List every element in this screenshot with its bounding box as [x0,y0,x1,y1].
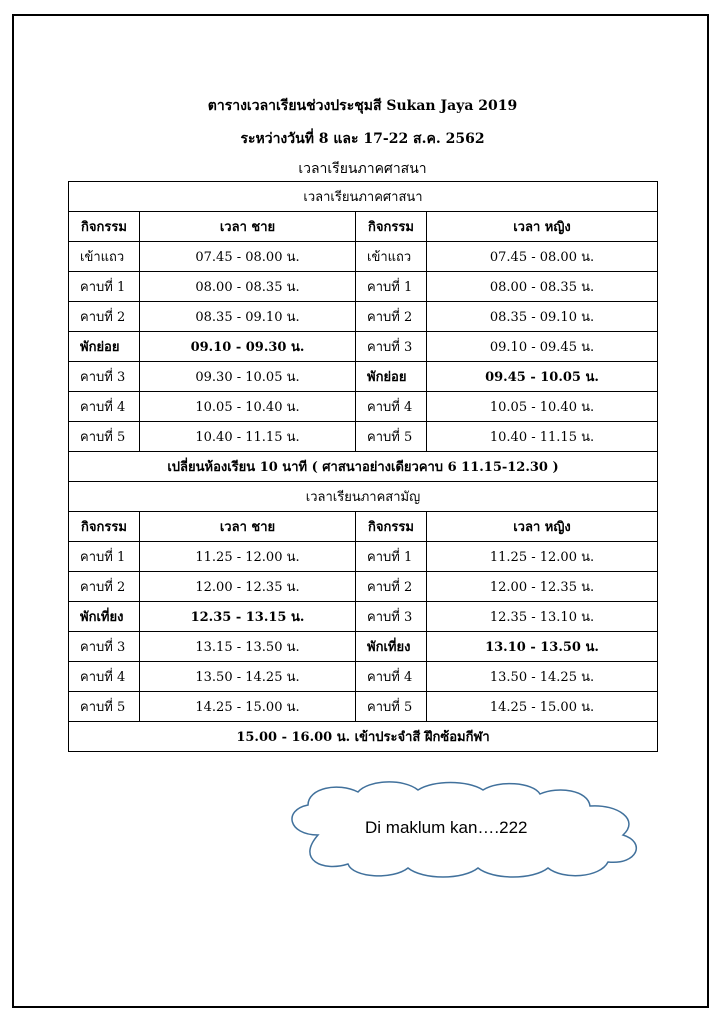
male-time: 08.00 - 08.35 น. [140,272,356,302]
female-activity: คาบที่ 4 [356,392,427,422]
female-activity-break: พักย่อย [356,362,427,392]
female-time: 07.45 - 08.00 น. [427,242,658,272]
male-activity: คาบที่ 4 [69,662,140,692]
column-header-row [69,512,658,542]
change-room-note: เปลี่ยนห้องเรียน 10 นาที ( ศาสนาอย่างเดียวคาบ 6 11.15-12.30 ) [69,452,658,482]
header-activity-female: กิจกรรม [356,512,427,542]
female-activity: คาบที่ 1 [356,542,427,572]
section-header-general [69,482,658,512]
table-row [69,332,658,362]
table-row [69,602,658,632]
male-activity: คาบที่ 1 [69,542,140,572]
table-row [69,242,658,272]
male-activity: คาบที่ 5 [69,692,140,722]
female-time: 13.50 - 14.25 น. [427,662,658,692]
female-activity: คาบที่ 5 [356,692,427,722]
footer-row [69,722,658,752]
change-room-row [69,452,658,482]
male-activity: คาบที่ 3 [69,362,140,392]
female-activity: คาบที่ 2 [356,302,427,332]
male-activity: คาบที่ 2 [69,302,140,332]
schedule-date-range: ระหว่างวันที่ 8 และ 17-22 ส.ค. 2562 [240,131,485,147]
male-activity: คาบที่ 3 [69,632,140,662]
female-time: 08.35 - 09.10 น. [427,302,658,332]
male-time: 11.25 - 12.00 น. [140,542,356,572]
header-activity-female: กิจกรรม [356,212,427,242]
female-time: 12.00 - 12.35 น. [427,572,658,602]
female-activity: คาบที่ 4 [356,662,427,692]
male-activity: คาบที่ 2 [69,572,140,602]
female-time: 11.25 - 12.00 น. [427,542,658,572]
male-time-lunch: 12.35 - 13.15 น. [140,602,356,632]
female-activity: คาบที่ 2 [356,572,427,602]
header-activity-male: กิจกรรม [69,212,140,242]
table-row [69,692,658,722]
female-time: 09.10 - 09.45 น. [427,332,658,362]
female-time: 10.40 - 11.15 น. [427,422,658,452]
female-activity: คาบที่ 3 [356,602,427,632]
schedule-subtitle: เวลาเรียนภาคศาสนา [298,161,427,177]
header-activity-male: กิจกรรม [69,512,140,542]
female-time: 12.35 - 13.10 น. [427,602,658,632]
female-activity: คาบที่ 3 [356,332,427,362]
cloud-callout-text: Di maklum kan….222 [365,818,528,837]
male-time: 13.50 - 14.25 น. [140,662,356,692]
male-time: 12.00 - 12.35 น. [140,572,356,602]
column-header-row [69,212,658,242]
male-activity-lunch: พักเที่ยง [69,602,140,632]
male-time: 14.25 - 15.00 น. [140,692,356,722]
section-title-general: เวลาเรียนภาคสามัญ [69,482,658,512]
male-activity: เข้าแถว [69,242,140,272]
header-time-female: เวลา หญิง [427,212,658,242]
female-activity: เข้าแถว [356,242,427,272]
female-time: 08.00 - 08.35 น. [427,272,658,302]
section-title-religious: เวลาเรียนภาคศาสนา [69,182,658,212]
table-row [69,392,658,422]
schedule-table [68,181,658,752]
male-activity: คาบที่ 1 [69,272,140,302]
table-row [69,632,658,662]
male-time: 07.45 - 08.00 น. [140,242,356,272]
section-header-religious [69,182,658,212]
female-activity: คาบที่ 1 [356,272,427,302]
table-row [69,662,658,692]
male-time: 08.35 - 09.10 น. [140,302,356,332]
table-row [69,422,658,452]
table-row [69,302,658,332]
table-row [69,272,658,302]
header-time-male: เวลา ชาย [140,212,356,242]
male-time: 10.05 - 10.40 น. [140,392,356,422]
female-time: 10.05 - 10.40 น. [427,392,658,422]
table-row [69,542,658,572]
male-activity: คาบที่ 5 [69,422,140,452]
sports-practice-note: 15.00 - 16.00 น. เข้าประจำสี ฝึกซ้อมกีฬา [69,722,658,752]
table-row [69,362,658,392]
female-time-break: 09.45 - 10.05 น. [427,362,658,392]
male-activity-break: พักย่อย [69,332,140,362]
female-activity-lunch: พักเที่ยง [356,632,427,662]
schedule-title: ตารางเวลาเรียนช่วงประชุมสี Sukan Jaya 2019 [207,98,518,114]
header-time-male: เวลา ชาย [140,512,356,542]
header-time-female: เวลา หญิง [427,512,658,542]
male-time: 10.40 - 11.15 น. [140,422,356,452]
female-time: 14.25 - 15.00 น. [427,692,658,722]
female-time-lunch: 13.10 - 13.50 น. [427,632,658,662]
female-activity: คาบที่ 5 [356,422,427,452]
male-activity: คาบที่ 4 [69,392,140,422]
male-time: 09.30 - 10.05 น. [140,362,356,392]
male-time: 13.15 - 13.50 น. [140,632,356,662]
male-time-break: 09.10 - 09.30 น. [140,332,356,362]
table-row [69,572,658,602]
